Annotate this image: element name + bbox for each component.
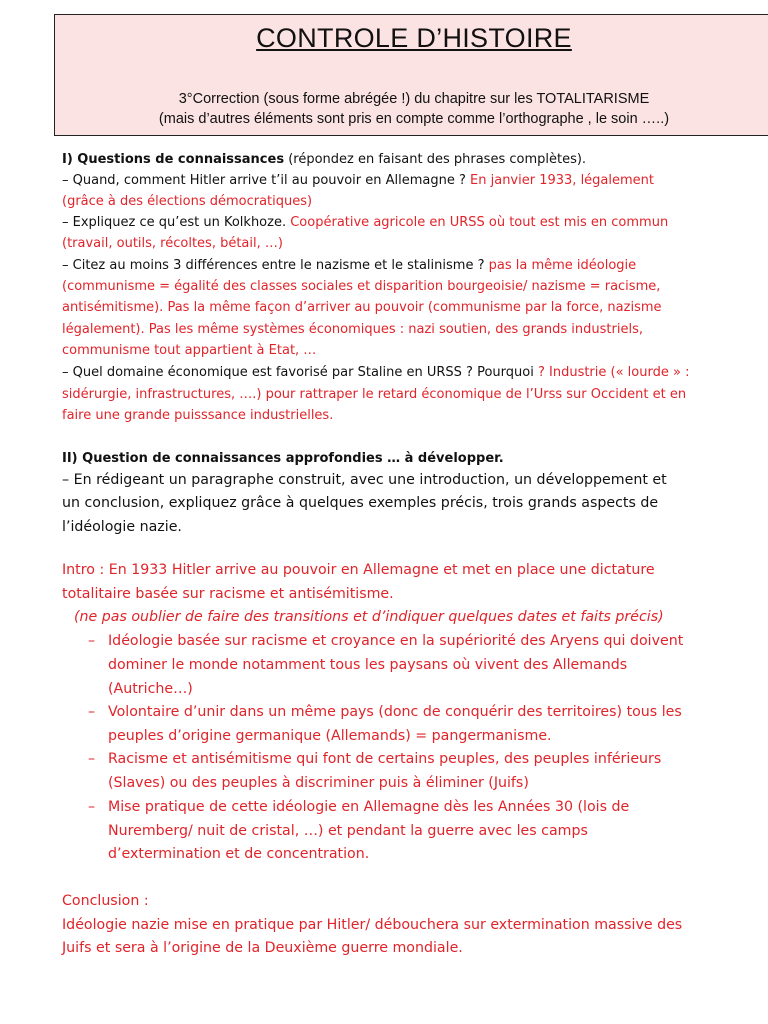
bullet-4-line-1: Mise pratique de cette idéologie en Allemagne dès les Années 30 (lois de: [108, 799, 630, 815]
bullet-3-line-1: Racisme et antisémitisme qui font de certains peuples, des peuples inférieurs: [108, 751, 662, 767]
bullet-dash: –: [88, 704, 96, 720]
answer-2-line-2: (travail, outils, récoltes, bétail, …): [62, 236, 283, 251]
answer-3-line-5: communisme tout appartient à Etat, …: [62, 343, 317, 358]
section2-prompt-line-2: un conclusion, expliquez grâce à quelques exemples précis, trois grands aspects de: [62, 495, 659, 511]
answer-1-line-1: En janvier 1933, légalement: [470, 173, 654, 188]
bullet-4-line-3: d’extermination et de concentration.: [108, 846, 370, 862]
bullet-dash: –: [88, 799, 96, 815]
bullet-dash: –: [88, 751, 96, 767]
question-1: [62, 173, 654, 188]
subtitle-line-2: (mais d’autres éléments sont pris en compte comme l’orthographe , le soin …..): [158, 111, 670, 127]
question-2-text: – Expliquez ce qu’est un Kolkhoze.: [62, 215, 291, 230]
bullet-2-line-1: Volontaire d’unir dans un même pays (donc de conquérir des territoires) tous les: [108, 704, 682, 720]
answer-4-line-2: sidérurgie, infrastructures, ….) pour rattraper le retard économique de l’Urss sur Occident et en: [62, 387, 687, 402]
question-2: [62, 215, 668, 230]
answer-3-line-2: (communisme = égalité des classes sociales et disparition bourgeoisie/ nazisme = racisme,: [62, 279, 661, 294]
question-1-text: – Quand, comment Hitler arrive t’il au pouvoir en Allemagne ?: [62, 173, 471, 188]
bullet-dash: –: [88, 633, 96, 649]
answer-3-line-1: pas la même idéologie: [488, 258, 637, 273]
answer-2-line-1: Coopérative agricole en URSS où tout est mis en commun: [290, 215, 669, 230]
question-3-text: – Citez au moins 3 différences entre le nazisme et le stalinisme ?: [62, 258, 489, 273]
intro-line-1: Intro : En 1933 Hitler arrive au pouvoir en Allemagne et met en place une dictature: [62, 562, 655, 578]
page-title: CONTROLE D’HISTOIRE: [256, 23, 572, 53]
header-subtitle: [55, 89, 768, 129]
section2-heading: II) Question de connaissances approfondies … à développer.: [62, 451, 504, 466]
conclusion-label: Conclusion :: [62, 893, 149, 909]
answer-4-line-1: ? Industrie (« lourde » :: [537, 365, 690, 380]
question-4: [62, 365, 689, 380]
answer-3-line-3: antisémitisme). Pas la même façon d’arriver au pouvoir (communisme par la force, nazisme: [62, 300, 662, 315]
section1-heading-line: [62, 152, 586, 167]
question-3: [62, 258, 636, 273]
subtitle-line-1: 3°Correction (sous forme abrégée !) du chapitre sur les TOTALITARISME: [178, 91, 650, 107]
section2-prompt-line-3: l’idéologie nazie.: [62, 519, 182, 535]
header-box: [54, 14, 768, 136]
bullet-1-line-2: dominer le monde notamment tous les paysans où vivent des Allemands: [108, 657, 628, 673]
transition-note: (ne pas oublier de faire des transitions et d’indiquer quelques dates et faits précis): [74, 609, 664, 625]
answer-4-line-3: faire une grande puisssance industrielles.: [62, 408, 334, 423]
conclusion-line-2: Juifs et sera à l’origine de la Deuxième guerre mondiale.: [62, 940, 463, 956]
bullet-3-line-2: (Slaves) ou des peuples à discriminer puis à éliminer (Juifs): [108, 775, 529, 791]
question-4-text: – Quel domaine économique est favorisé par Staline en URSS ? Pourquoi: [62, 365, 538, 380]
section1-heading: I) Questions de connaissances: [62, 152, 285, 167]
bullet-2-line-2: peuples d’origine germanique (Allemands) = pangermanisme.: [108, 728, 552, 744]
answer-1-line-2: (grâce à des élections démocratiques): [62, 194, 313, 209]
bullet-1-line-1: Idéologie basée sur racisme et croyance en la supériorité des Aryens qui doivent: [108, 633, 684, 649]
bullet-4-line-2: Nuremberg/ nuit de cristal, …) et pendant la guerre avec les camps: [108, 823, 588, 839]
intro-line-2: totalitaire basée sur racisme et antisémitisme.: [62, 586, 394, 602]
answer-3-line-4: légalement). Pas les même systèmes économiques : nazi soutien, des grands industriels,: [62, 322, 643, 337]
conclusion-line-1: Idéologie nazie mise en pratique par Hitler/ débouchera sur extermination massive des: [62, 917, 683, 933]
section1-heading-note: (répondez en faisant des phrases complètes).: [284, 152, 587, 167]
section2-prompt-line-1: – En rédigeant un paragraphe construit, avec une introduction, un développement et: [62, 472, 667, 488]
bullet-1-line-3: (Autriche…): [108, 681, 193, 697]
